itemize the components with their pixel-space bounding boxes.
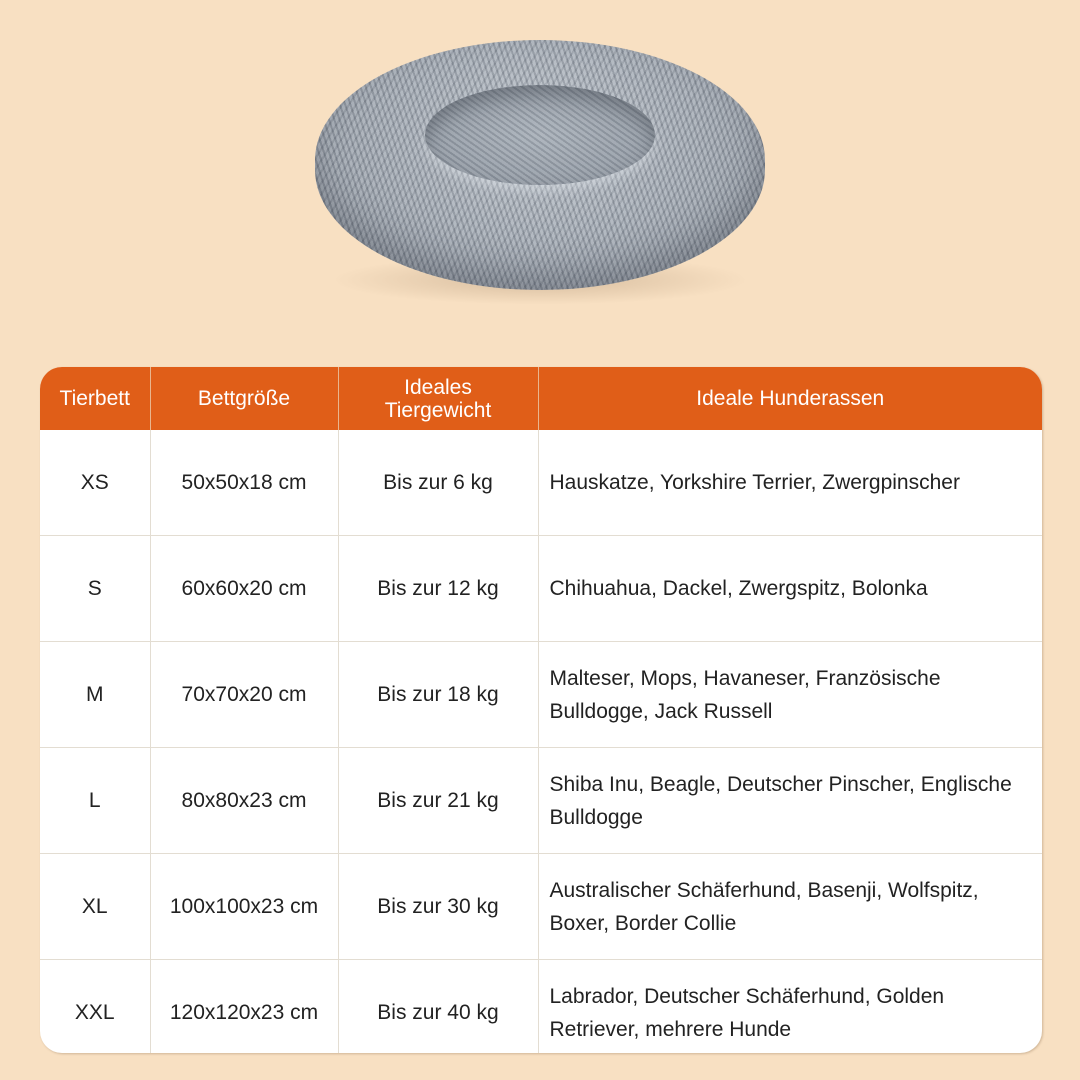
table-row [40,854,1042,960]
table-row [40,960,1042,1054]
cell-weight: Bis zur 18 kg [338,642,538,748]
cell-weight: Bis zur 12 kg [338,536,538,642]
cell-size: XS [40,430,150,536]
cell-size: L [40,748,150,854]
cell-breeds: Shiba Inu, Beagle, Deutscher Pinscher, Englische Bulldogge [538,748,1042,854]
cell-weight: Bis zur 6 kg [338,430,538,536]
cell-breeds: Australischer Schäferhund, Basenji, Wolfspitz, Boxer, Border Collie [538,854,1042,960]
cell-size: XXL [40,960,150,1054]
cell-dimensions: 120x120x23 cm [150,960,338,1054]
product-image-pet-bed [310,40,770,320]
cell-size: XL [40,854,150,960]
header-weight-line2: Tiergewicht [384,398,492,422]
table-row [40,748,1042,854]
cell-size: S [40,536,150,642]
cell-breeds: Malteser, Mops, Havaneser, Französische Bulldogge, Jack Russell [538,642,1042,748]
cell-weight: Bis zur 21 kg [338,748,538,854]
cell-breeds: Labrador, Deutscher Schäferhund, Golden Retriever, mehrere Hunde [549,984,945,1041]
cell-dimensions: 80x80x23 cm [150,748,338,854]
header-dimensions: Bettgröße [150,367,338,430]
header-breeds: Ideale Hunderassen [538,367,1042,430]
cell-breeds: Chihuahua, Dackel, Zwergspitz, Bolonka [538,536,1042,642]
cell-dimensions: 60x60x20 cm [150,536,338,642]
table-header-row [40,367,1042,430]
cell-dimensions: 70x70x20 cm [150,642,338,748]
bed-inner-cushion [425,85,655,185]
header-weight [338,367,538,430]
cell-weight: Bis zur 40 kg [338,960,538,1054]
table-row [40,536,1042,642]
cell-size: M [40,642,150,748]
table-row [40,642,1042,748]
cell-breeds: Hauskatze, Yorkshire Terrier, Zwergpinscher [538,430,1042,536]
size-table [40,367,1042,1053]
cell-dimensions: 100x100x23 cm [150,854,338,960]
cell-dimensions: 50x50x18 cm [150,430,338,536]
header-size: Tierbett [40,367,150,430]
cell-weight: Bis zur 30 kg [338,854,538,960]
table-row [40,430,1042,536]
header-weight-line1: Ideales [404,375,472,399]
